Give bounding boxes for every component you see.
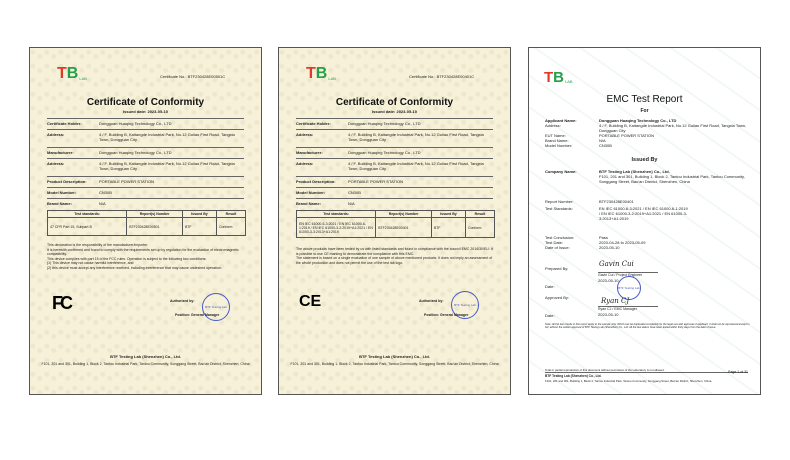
divider xyxy=(296,176,493,177)
field-label: Certificate Holder: xyxy=(47,121,82,126)
preparer-name: Gavin Cui / Project Engineer xyxy=(598,273,643,277)
table-row xyxy=(297,218,495,238)
field-row xyxy=(47,201,247,206)
table-cell: BTF230428E00501 xyxy=(127,218,183,236)
table-cell: Conform xyxy=(216,218,245,236)
field-row xyxy=(545,174,750,184)
table-header: Issued By xyxy=(431,211,465,218)
field-value: EN IEC 61000-6-3:2021 / EN IEC 61000-6-1:2019 / EN IEC 61000-3-2:2019+A1:2021 / EN 61000-3-3:2013+A1:2019 xyxy=(599,206,688,221)
field-row xyxy=(545,143,750,148)
statement-line: (2) this device must accept any interference received, including interference that may cause undesired operation. xyxy=(47,265,222,270)
field-value: Dongguan Huaqing Technology Co., LTD xyxy=(348,150,421,155)
footer-notice: Total or partial reproduction of this document without permission of the Laboratory is not allowed. xyxy=(545,368,665,372)
field-row xyxy=(296,161,496,171)
table-header: Test standards: xyxy=(48,211,127,218)
statement-line: It is herewith confirmed and found to comply with the requirements set up by regulation for the evaluation of electromagnetic compatibility. xyxy=(47,247,239,256)
field-value: F101, 201 and 301, Building 1, Block 2, Tantou Industrial Park, Tantou Community, Songgang Street, Bao'an District, Shenzhen, China xyxy=(599,174,745,184)
divider xyxy=(296,158,493,159)
statement-block xyxy=(47,243,247,270)
logo-suffix: LAB xyxy=(328,76,336,81)
footer-address: F101, 201 and 301, Building 1, Block 2, Tantou Industrial Park, Tantou Community, Songgang Street, Bao'an District, Shenzhen, China xyxy=(41,362,250,366)
logo-suffix: LAB xyxy=(565,79,573,84)
field-value: 4 / F, Building B, Kaitangde Industrial Park, No.12 Guliao First Road, Tangxia Town, Dongguan City xyxy=(348,161,484,171)
field-value: Dongguan Huaqing Technology Co., LTD xyxy=(599,118,677,123)
certificate-number: Certificate No.: BTF230428E00401C xyxy=(409,74,475,79)
field-value: PORTABLE POWER STATION xyxy=(99,179,155,184)
field-label: Manufacturer: xyxy=(296,150,323,155)
field-label: Address: xyxy=(47,161,65,166)
field-row xyxy=(545,123,750,133)
position-label: Position: General Manager xyxy=(175,313,220,317)
emc-test-report xyxy=(528,47,761,395)
footer-title: BTF Testing Lab (Shenzhen) Co., Ltd. xyxy=(110,354,181,359)
field-value: CN30B xyxy=(599,143,612,148)
field-value: CN30B xyxy=(99,190,112,195)
field-label: Brand Name: xyxy=(296,201,321,206)
field-label: Product Description: xyxy=(296,179,336,184)
statement-block xyxy=(296,247,496,265)
table-cell: Conform xyxy=(465,218,494,238)
stamp-text: BTF Testing Lab xyxy=(454,303,476,307)
field-value: Pass xyxy=(599,235,608,240)
field-row xyxy=(296,201,496,206)
field-value: N/A xyxy=(348,201,355,206)
issued-by-heading: Issued By xyxy=(631,157,658,163)
logo-mark: TB xyxy=(544,69,565,86)
field-label: Model Number: xyxy=(296,190,326,195)
footer-address: F101, 201 and 301, Building 1, Block 2, Tantou Industrial Park, Tantou Community, Songgang Street, Bao'an District, Shenzhen, China xyxy=(290,362,499,366)
table-header-row xyxy=(48,211,246,218)
field-row xyxy=(47,190,247,195)
logo-mark: TB xyxy=(57,65,79,82)
report-note: Note: All the test results in this report apply to the sample only. Which can be duplicated completely for the legal use with approval of applicant; it shall not be reproduced except in full, without the written approval of BTF Testing Lab (Shenzhen) Co., Ltd. All the test datum have been tested within thirty days from the date of issue. xyxy=(545,323,750,330)
field-label: Address: xyxy=(545,123,561,128)
page-number: Page 1 of 31 xyxy=(728,370,748,374)
applicant-block xyxy=(545,118,750,148)
statement-line: This declaration is the responsibility of the manufacturer/importer. xyxy=(47,243,149,247)
certificate-title: Certificate of Conformity xyxy=(335,97,454,108)
for-label: For xyxy=(640,108,649,114)
field-value: Dongguan Huaqing Technology Co., LTD xyxy=(348,121,421,126)
authorized-by-label: Authorized by: xyxy=(170,299,195,303)
field-row xyxy=(296,121,496,126)
ce-certificate xyxy=(278,47,511,395)
table-cell: BTF230428E00401 xyxy=(376,218,432,238)
divider xyxy=(47,147,244,148)
divider xyxy=(47,198,244,199)
field-label: Report Number: xyxy=(545,199,574,204)
table-header: Issued By xyxy=(182,211,216,218)
divider xyxy=(296,198,493,199)
field-label: Model Number: xyxy=(47,190,77,195)
field-label: Product Description: xyxy=(47,179,87,184)
certificate-title: Certificate of Conformity xyxy=(86,97,205,108)
table-header: Report(s) Number xyxy=(376,211,432,218)
field-label: Applicant Name: xyxy=(545,118,577,123)
authorized-by-label: Authorized by: xyxy=(419,299,444,303)
table-header: Result xyxy=(216,211,245,218)
footer-title: BTF Testing Lab (Shenzhen) Co., Ltd. xyxy=(545,374,602,378)
footer-title: BTF Testing Lab (Shenzhen) Co., Ltd. xyxy=(359,354,430,359)
statement-line: The statement is based on a single evaluation of one sample of above mentioned products. It does not imply an assessment of the whole production and does not permit the use of the test lab logo. xyxy=(296,256,493,265)
stamp-text: BTF Testing Lab xyxy=(205,305,227,309)
ce-mark: CE xyxy=(299,293,322,310)
table-header: Result xyxy=(465,211,494,218)
field-value: 4 / F, Building B, Kaitangde Industrial Park, No.12 Guliao First Road, Tangxia Town, Dongguan City xyxy=(599,123,747,133)
date-label: Date: xyxy=(545,284,555,289)
divider xyxy=(296,147,493,148)
field-value: PORTABLE POWER STATION xyxy=(348,179,404,184)
field-row xyxy=(296,150,496,155)
preparer-signature: Gavin Cui xyxy=(599,260,634,268)
position-label: Position: General Manager xyxy=(424,313,469,317)
btf-logo xyxy=(306,66,336,82)
table-header: Test standards: xyxy=(297,211,376,218)
stamp-text: BTF Testing Lab xyxy=(618,286,640,290)
footer-address: F101, 201 and 301, Building 1, Block 2, Tantou Industrial Park, Tantou Community, Songgang Street, Bao'an District, Shenzhen, China. xyxy=(545,379,713,383)
divider xyxy=(296,187,493,188)
issued-date: Issued date: 2023-05-10 xyxy=(372,109,417,114)
field-value: 2023-04-28 to 2023-05-09 xyxy=(599,240,646,245)
approved-by-label: Approved By: xyxy=(545,295,570,300)
approved-date: 2023-05-10 xyxy=(598,312,619,317)
table-cell: BTF xyxy=(182,218,216,236)
date-label: Date: xyxy=(545,313,555,318)
field-label: Model Number: xyxy=(545,143,573,148)
divider xyxy=(296,118,493,119)
statement-line: This device complies with part 15 of the FCC rules. Operation is subject to the following two conditions: xyxy=(47,256,207,261)
field-value: N/A xyxy=(599,138,606,143)
field-value: CN30B xyxy=(348,190,361,195)
report-title: EMC Test Report xyxy=(606,94,683,105)
field-row xyxy=(47,150,247,155)
field-row xyxy=(47,121,247,126)
table-cell: BTF xyxy=(431,218,465,238)
statement-line: (1) This device may not cause harmful interference, and xyxy=(47,261,134,265)
approver-signature: Ryan CJ xyxy=(601,297,630,305)
field-row xyxy=(545,199,750,204)
field-value: PORTABLE POWER STATION xyxy=(599,133,655,138)
field-label: Manufacturer: xyxy=(47,150,74,155)
table-header-row xyxy=(297,211,495,218)
approver-name: Ryan CJ / EMC Manager xyxy=(598,307,637,311)
logo-suffix: LAB xyxy=(79,76,87,81)
field-label: Address: xyxy=(296,132,314,137)
test-dates-block xyxy=(545,235,750,250)
certificate-number: Certificate No.: BTF230428E00501C xyxy=(160,74,226,79)
field-row xyxy=(296,190,496,195)
field-label: Certificate Holder: xyxy=(296,121,331,126)
field-value: Dongguan Huaqing Technology Co., LTD xyxy=(99,121,172,126)
field-row xyxy=(47,132,247,142)
field-row xyxy=(47,161,247,171)
prepared-date: 2023-05-10 xyxy=(598,278,619,283)
field-row xyxy=(545,206,750,221)
logo-mark: TB xyxy=(306,65,328,82)
field-label: Test Conclusion: xyxy=(545,235,575,240)
standards-table xyxy=(296,210,495,238)
field-row xyxy=(296,132,496,142)
prepared-by-label: Prepared By: xyxy=(545,266,569,271)
fcc-mark: FC xyxy=(52,293,70,313)
field-label: Address: xyxy=(296,161,314,166)
divider xyxy=(47,118,244,119)
issuer-block xyxy=(545,169,750,184)
table-row xyxy=(48,218,246,236)
field-value: BTF230428E00401 xyxy=(599,199,634,204)
fcc-certificate xyxy=(29,47,262,395)
field-value: Dongguan Huaqing Technology Co., LTD xyxy=(99,150,172,155)
field-row xyxy=(545,245,750,250)
field-value: N/A xyxy=(99,201,106,206)
field-value: BTF Testing Lab (Shenzhen) Co., Ltd. xyxy=(599,169,670,174)
field-value: 2023-05-10 xyxy=(599,245,620,250)
table-cell: EN IEC 61000-6-3:2021 / EN IEC 61000-6-1:2019 / EN IEC 61000-3-2:2019+A1:2021 / EN 61000-3-3:2013+A1:2019 xyxy=(297,218,376,238)
field-value: 4 / F, Building B, Kaitangde Industrial Park, No.12 Guliao First Road, Tangxia Town, Dongguan City xyxy=(99,132,235,142)
table-cell: 47 CFR Part 15, Subpart B xyxy=(48,218,127,236)
field-row xyxy=(47,179,247,184)
divider xyxy=(47,129,244,130)
report-info-block xyxy=(545,199,750,221)
divider xyxy=(47,176,244,177)
field-label xyxy=(545,174,599,184)
divider xyxy=(47,158,244,159)
table-header: Report(s) Number xyxy=(127,211,183,218)
field-row xyxy=(296,179,496,184)
standards-table xyxy=(47,210,246,236)
field-label: Company Name: xyxy=(545,169,577,174)
issued-date: Issued date: 2023-05-10 xyxy=(123,109,168,114)
field-label: Test Standards: xyxy=(545,206,573,211)
btf-logo xyxy=(57,66,87,82)
field-value: 4 / F, Building B, Kaitangde Industrial Park, No.12 Guliao First Road, Tangxia Town, Dongguan City xyxy=(99,161,235,171)
divider xyxy=(47,187,244,188)
statement-line: The above products have been tested by us with listed standards and found in compliance with the council EMC 2014/30/EU. It is possible to use CE marking to demonstrate the compliance with this EMC. xyxy=(296,247,493,256)
field-label: Brand Name: xyxy=(545,138,569,143)
field-label: Address: xyxy=(47,132,65,137)
field-label: EUT Name: xyxy=(545,133,566,138)
field-label: Brand Name: xyxy=(47,201,72,206)
field-label: Test Date: xyxy=(545,240,564,245)
field-label: Date of Issue: xyxy=(545,245,570,250)
btf-logo xyxy=(544,70,573,85)
field-value: 4 / F, Building B, Kaitangde Industrial Park, No.12 Guliao First Road, Tangxia Town, Dongguan City xyxy=(348,132,484,142)
footer-divider xyxy=(545,372,748,373)
divider xyxy=(296,129,493,130)
